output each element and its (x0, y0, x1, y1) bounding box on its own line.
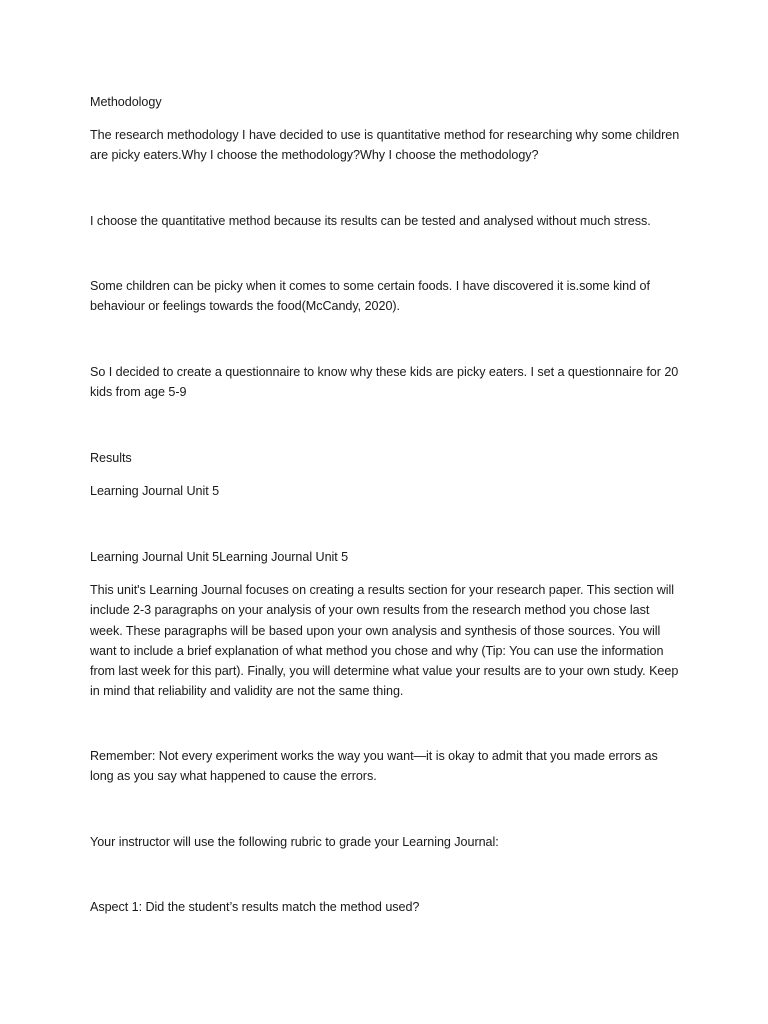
method-reason-paragraph: I choose the quantitative method because its results can be tested and analysed without much stress. (90, 214, 651, 228)
results-heading: Results (90, 451, 132, 465)
journal-title-1: Learning Journal Unit 5 (90, 484, 220, 498)
unit-description-paragraph: This unit's Learning Journal focuses on creating a results section for your research paper. This section will include 2-3 paragraphs on your analysis of your own results from the research method you chose last week. These paragraphs will be based upon your own analysis and synthesis of those sources. You will want to include a brief explanation of what method you chose and why (Tip: You can use the information from last week for this part). Finally, you will determine what value your results are to your own study. Keep in mind that reliability and validity are not the same thing. (90, 583, 679, 699)
questionnaire-paragraph: So I decided to create a questionnaire to know why these kids are picky eaters. I set a questionnaire for 20 kids from age 5-9 (90, 365, 679, 400)
picky-eaters-paragraph: Some children can be picky when it comes to some certain foods. I have discovered it is.some kind of behaviour or feelings towards the food(McCandy, 2020). (90, 279, 650, 314)
methodology-intro-paragraph: The research methodology I have decided to use is quantitative method for researching why some children are picky eaters.Why I choose the methodology?Why I choose the methodology? (90, 128, 680, 163)
methodology-heading: Methodology (90, 95, 162, 109)
journal-title-2: Learning Journal Unit 5Learning Journal Unit 5 (90, 550, 349, 564)
aspect-1-paragraph: Aspect 1: Did the student’s results match the method used? (90, 900, 420, 914)
remember-paragraph: Remember: Not every experiment works the way you want—it is okay to admit that you made errors as long as you say what happened to cause the errors. (90, 749, 658, 784)
rubric-intro-paragraph: Your instructor will use the following rubric to grade your Learning Journal: (90, 835, 499, 849)
